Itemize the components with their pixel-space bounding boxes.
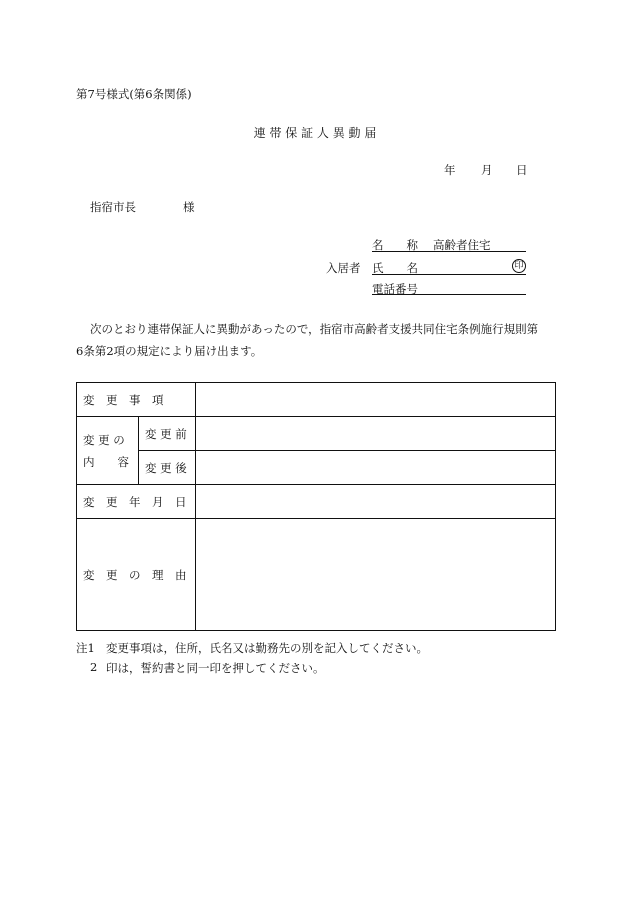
- note-2: 印は，誓約書と同一印を押してください。: [106, 661, 325, 675]
- before-field[interactable]: [196, 417, 556, 451]
- phone-underline: [372, 294, 526, 295]
- addressee-honorific: 様: [183, 200, 195, 214]
- resident-label: 入居者: [326, 261, 361, 275]
- seal-icon: 印: [512, 259, 526, 273]
- change-content-label: [77, 417, 139, 485]
- row-after: [77, 451, 556, 485]
- phone-label: 電話番号: [372, 282, 418, 296]
- change-date-field[interactable]: [196, 485, 556, 519]
- facility-value: 高齢者住宅: [433, 238, 491, 252]
- body-line-1: 次のとおり連帯保証人に異動があったので，指宿市高齢者支援共同住宅条例施行規則第: [90, 322, 539, 336]
- change-form-table: [76, 382, 556, 631]
- change-content-label-line1: 変 更 の: [83, 432, 125, 447]
- note-2-prefix: 2: [90, 660, 98, 674]
- addressee-name: 指宿市長: [90, 200, 136, 214]
- change-content-label-line2: 内 容: [83, 454, 129, 469]
- facility-label: 名 称: [372, 238, 418, 252]
- before-label: 変 更 前: [139, 417, 196, 451]
- note-1-prefix: 注1: [76, 641, 95, 655]
- change-reason-field[interactable]: [196, 519, 556, 631]
- form-number: 第7号様式(第6条関係): [76, 87, 192, 101]
- date-day-label: 日: [516, 163, 528, 177]
- change-item-field[interactable]: [196, 383, 556, 417]
- row-change-item: [77, 383, 556, 417]
- change-reason-label: 変 更 の 理 由: [77, 519, 196, 631]
- page-title: 連 帯 保 証 人 異 動 届: [253, 126, 377, 140]
- name-label: 氏 名: [372, 261, 418, 275]
- after-field[interactable]: [196, 451, 556, 485]
- change-item-label: 変 更 事 項: [77, 383, 196, 417]
- date-year-label: 年: [444, 163, 456, 177]
- facility-underline: [372, 251, 526, 252]
- date-month-label: 月: [481, 163, 493, 177]
- body-line-2: 6条第2項の規定により届け出ます。: [76, 344, 263, 358]
- row-change-date: [77, 485, 556, 519]
- name-underline: [372, 274, 526, 275]
- note-1: 変更事項は，住所，氏名又は勤務先の別を記入してください。: [106, 641, 428, 655]
- row-before: [77, 417, 556, 451]
- change-date-label: 変 更 年 月 日: [77, 485, 196, 519]
- after-label: 変 更 後: [139, 451, 196, 485]
- row-change-reason: [77, 519, 556, 631]
